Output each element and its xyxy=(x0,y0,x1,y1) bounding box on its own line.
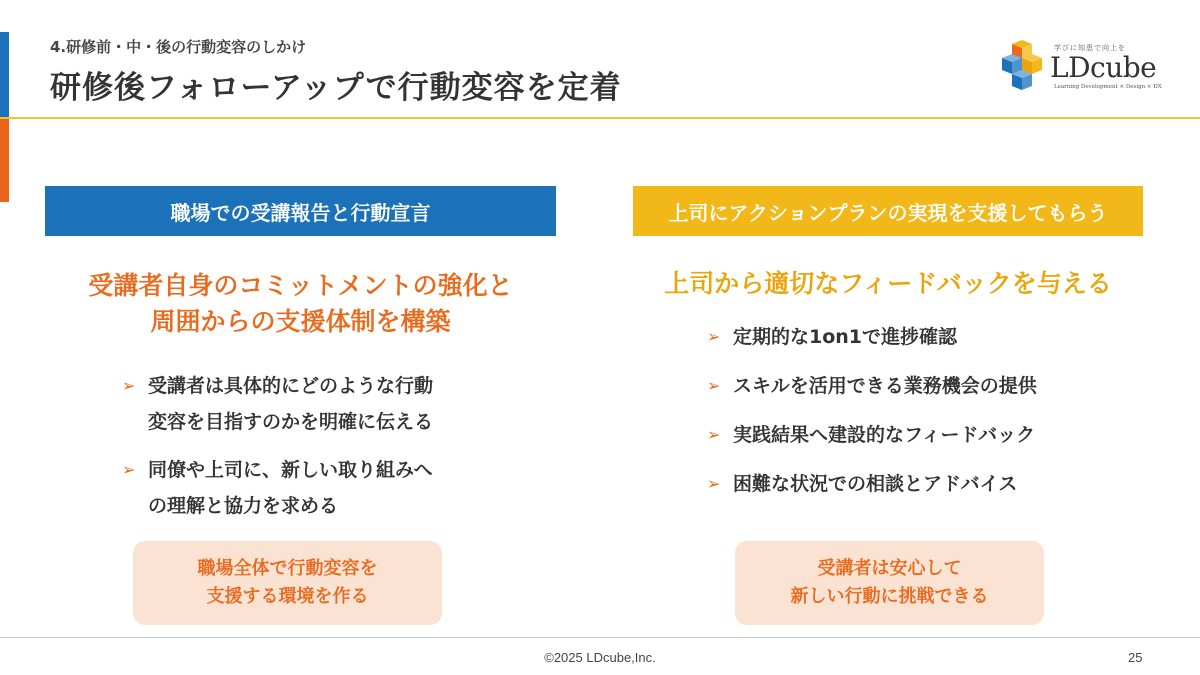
accent-bar-orange xyxy=(0,118,9,202)
list-item xyxy=(122,368,502,440)
page-title: 研修後フォローアップで行動変容を定着 xyxy=(50,70,622,106)
left-banner xyxy=(45,186,556,236)
header-divider xyxy=(0,117,1200,119)
left-callout xyxy=(133,541,442,625)
arrow-bullet-icon: ➢ xyxy=(707,327,721,346)
right-banner-label: 上司にアクションプランの実現を支援してもらう xyxy=(668,200,1108,225)
bullet-text: 困難な状況での相談とアドバイス xyxy=(733,473,1018,495)
arrow-bullet-icon: ➢ xyxy=(707,376,721,395)
arrow-bullet-icon: ➢ xyxy=(707,474,721,493)
bullet-line: 同僚や上司に、新しい取り組みへ xyxy=(148,459,433,481)
bullet-text: 実践結果へ建設的なフィードバック xyxy=(733,424,1036,446)
page-number: 25 xyxy=(1128,650,1143,665)
left-headline xyxy=(45,268,556,340)
bullet-text: 定期的な1on1で進捗確認 xyxy=(733,326,958,348)
bullet-line: 受講者は具体的にどのような行動 xyxy=(148,375,434,397)
bullet-line: 変容を目指すのかを明確に伝える xyxy=(148,411,434,433)
list-item xyxy=(707,320,1127,354)
arrow-bullet-icon: ➢ xyxy=(707,425,721,444)
accent-bar-blue xyxy=(0,32,9,118)
arrow-bullet-icon: ➢ xyxy=(122,460,136,479)
logo-tagline: 学びに知恵で向上を xyxy=(1054,44,1126,52)
list-item xyxy=(707,369,1127,403)
left-bullet-list xyxy=(122,368,502,536)
list-item xyxy=(707,418,1127,452)
right-callout xyxy=(735,541,1044,625)
right-callout-line1: 受講者は安心して xyxy=(817,558,962,579)
copyright: ©2025 LDcube,Inc. xyxy=(544,650,656,665)
left-headline-line2: 周囲からの支援体制を構築 xyxy=(150,307,451,336)
list-item xyxy=(707,467,1127,501)
right-headline: 上司から適切なフィードバックを与える xyxy=(664,269,1112,298)
list-item xyxy=(122,452,502,524)
left-callout-line1: 職場全体で行動変容を xyxy=(197,558,378,579)
left-banner-label: 職場での受講報告と行動宣言 xyxy=(170,200,431,225)
right-banner xyxy=(633,186,1143,236)
logo-subtitle: Learning Development × Design × DX xyxy=(1054,84,1162,90)
left-headline-line1: 受講者自身のコミットメントの強化と xyxy=(88,271,513,300)
right-bullet-list xyxy=(707,320,1127,516)
section-label: 4.研修前・中・後の行動変容のしかけ xyxy=(50,38,307,56)
bullet-text: スキルを活用できる業務機会の提供 xyxy=(733,375,1037,397)
arrow-bullet-icon: ➢ xyxy=(122,376,136,395)
logo-wordmark: LDcube xyxy=(1050,51,1157,84)
bullet-line: の理解と協力を求める xyxy=(148,495,339,517)
footer-divider xyxy=(0,637,1200,638)
left-callout-line2: 支援する環境を作る xyxy=(206,586,369,607)
right-callout-line2: 新しい行動に挑戦できる xyxy=(790,586,989,607)
